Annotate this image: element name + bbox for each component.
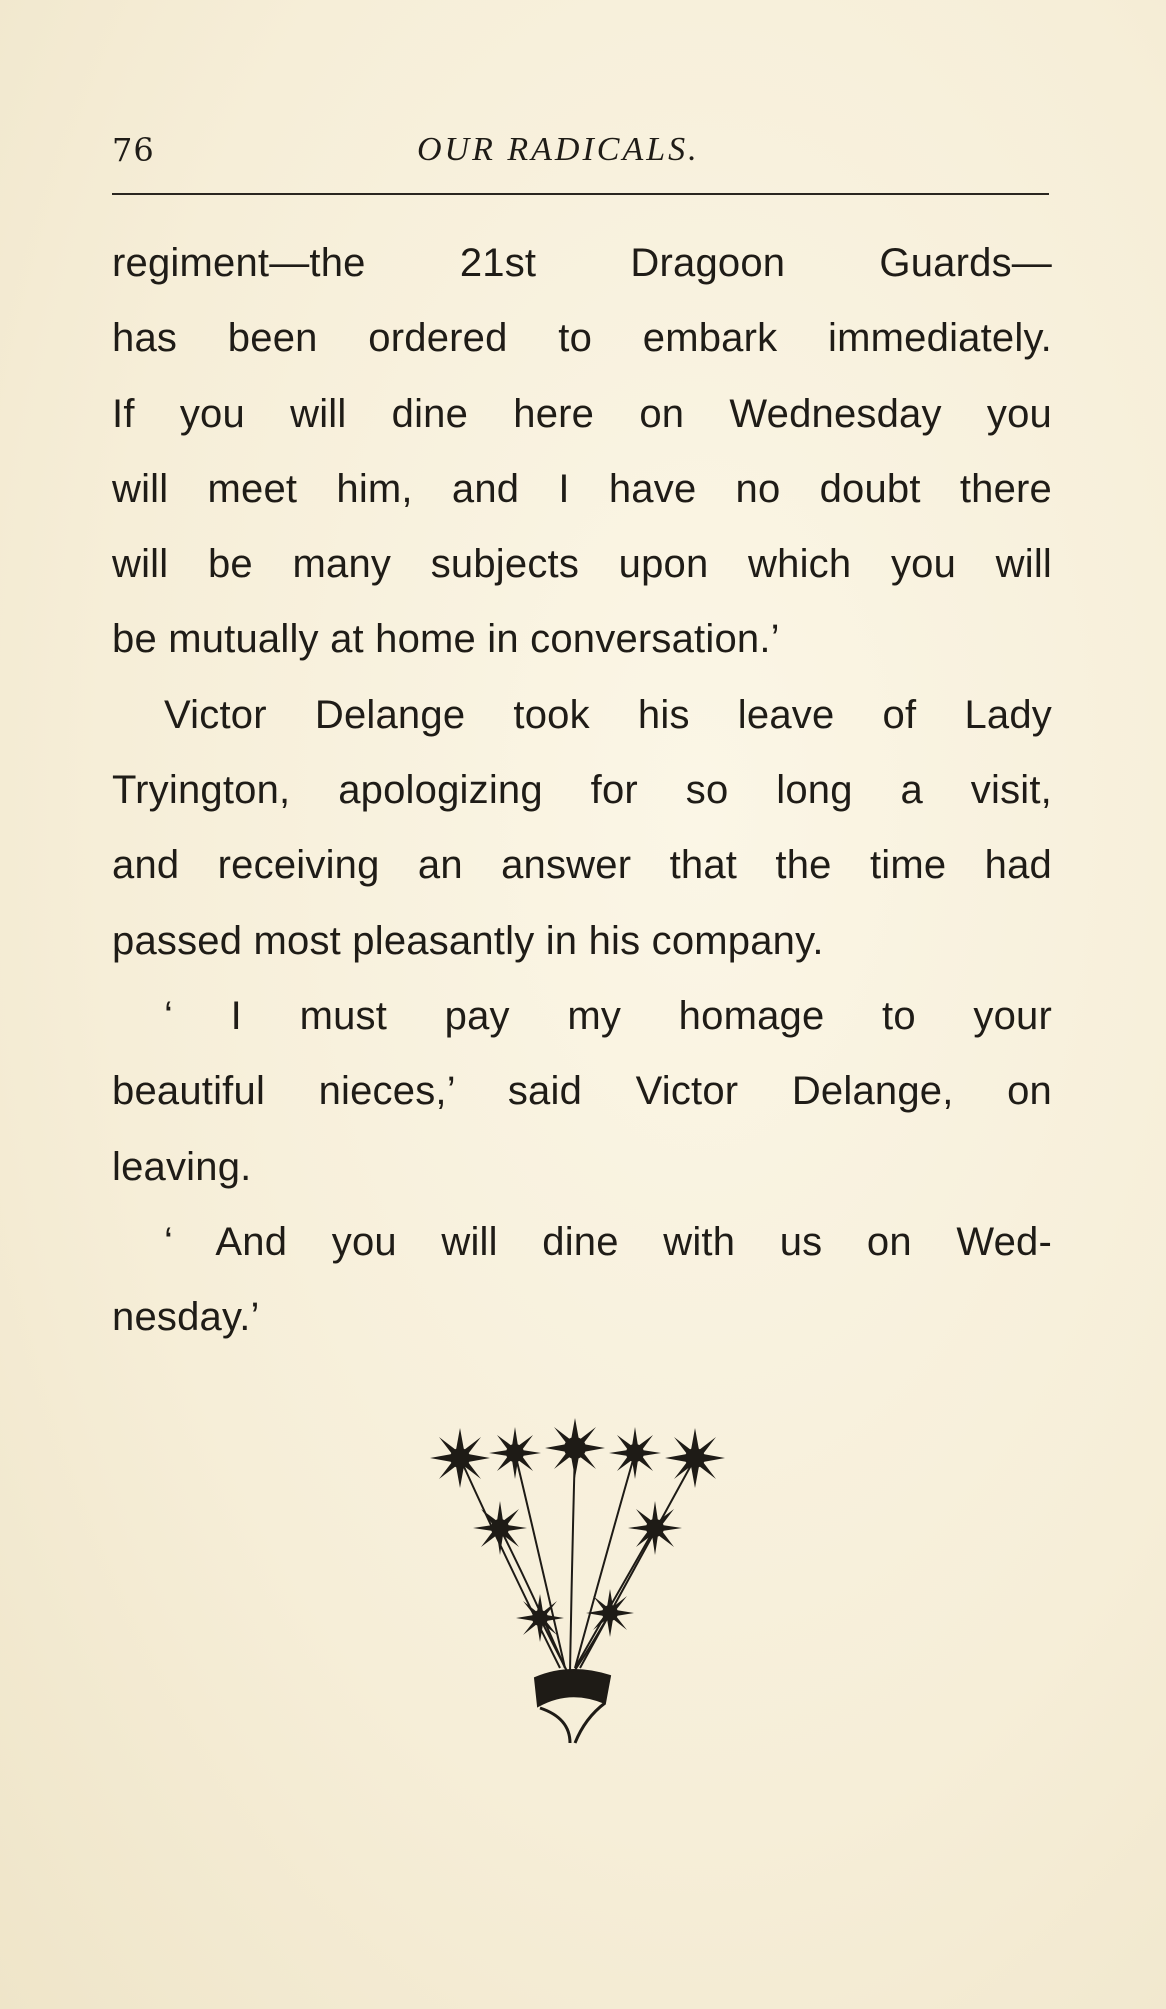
page-number: 76	[112, 131, 155, 169]
text-line: Victor Delange took his leave of Lady	[164, 692, 1052, 737]
text-line: will meet him, and I have no doubt there	[112, 466, 1052, 511]
body-text	[112, 226, 1052, 1355]
text-line: be mutually at home in conversation.’	[112, 617, 780, 662]
text-line: ‘ And you will dine with us on Wed-	[164, 1219, 1052, 1264]
text-line: regiment—the 21st Dragoon Guards—	[112, 241, 1052, 285]
running-head	[112, 122, 1049, 178]
text-line: will be many subjects upon which you will	[112, 542, 1052, 587]
running-title: OUR RADICALS.	[417, 131, 700, 168]
text-line: beautiful nieces,’ said Victor Delange, on	[112, 1069, 1052, 1114]
text-line: leaving.	[112, 1144, 252, 1189]
header-rule	[112, 193, 1049, 195]
text-line: nesday.’	[112, 1295, 260, 1340]
text-line: If you will dine here on Wednesday you	[112, 391, 1052, 436]
text-line: Tryington, apologizing for so long a visit,	[112, 768, 1052, 813]
flower-bouquet-ornament-icon	[420, 1418, 730, 1748]
text-line: ‘ I must pay my homage to your	[164, 993, 1052, 1038]
text-line: passed most pleasantly in his company.	[112, 918, 824, 963]
text-line: has been ordered to embark immediately.	[112, 316, 1052, 361]
text-line: and receiving an answer that the time had	[112, 843, 1052, 888]
